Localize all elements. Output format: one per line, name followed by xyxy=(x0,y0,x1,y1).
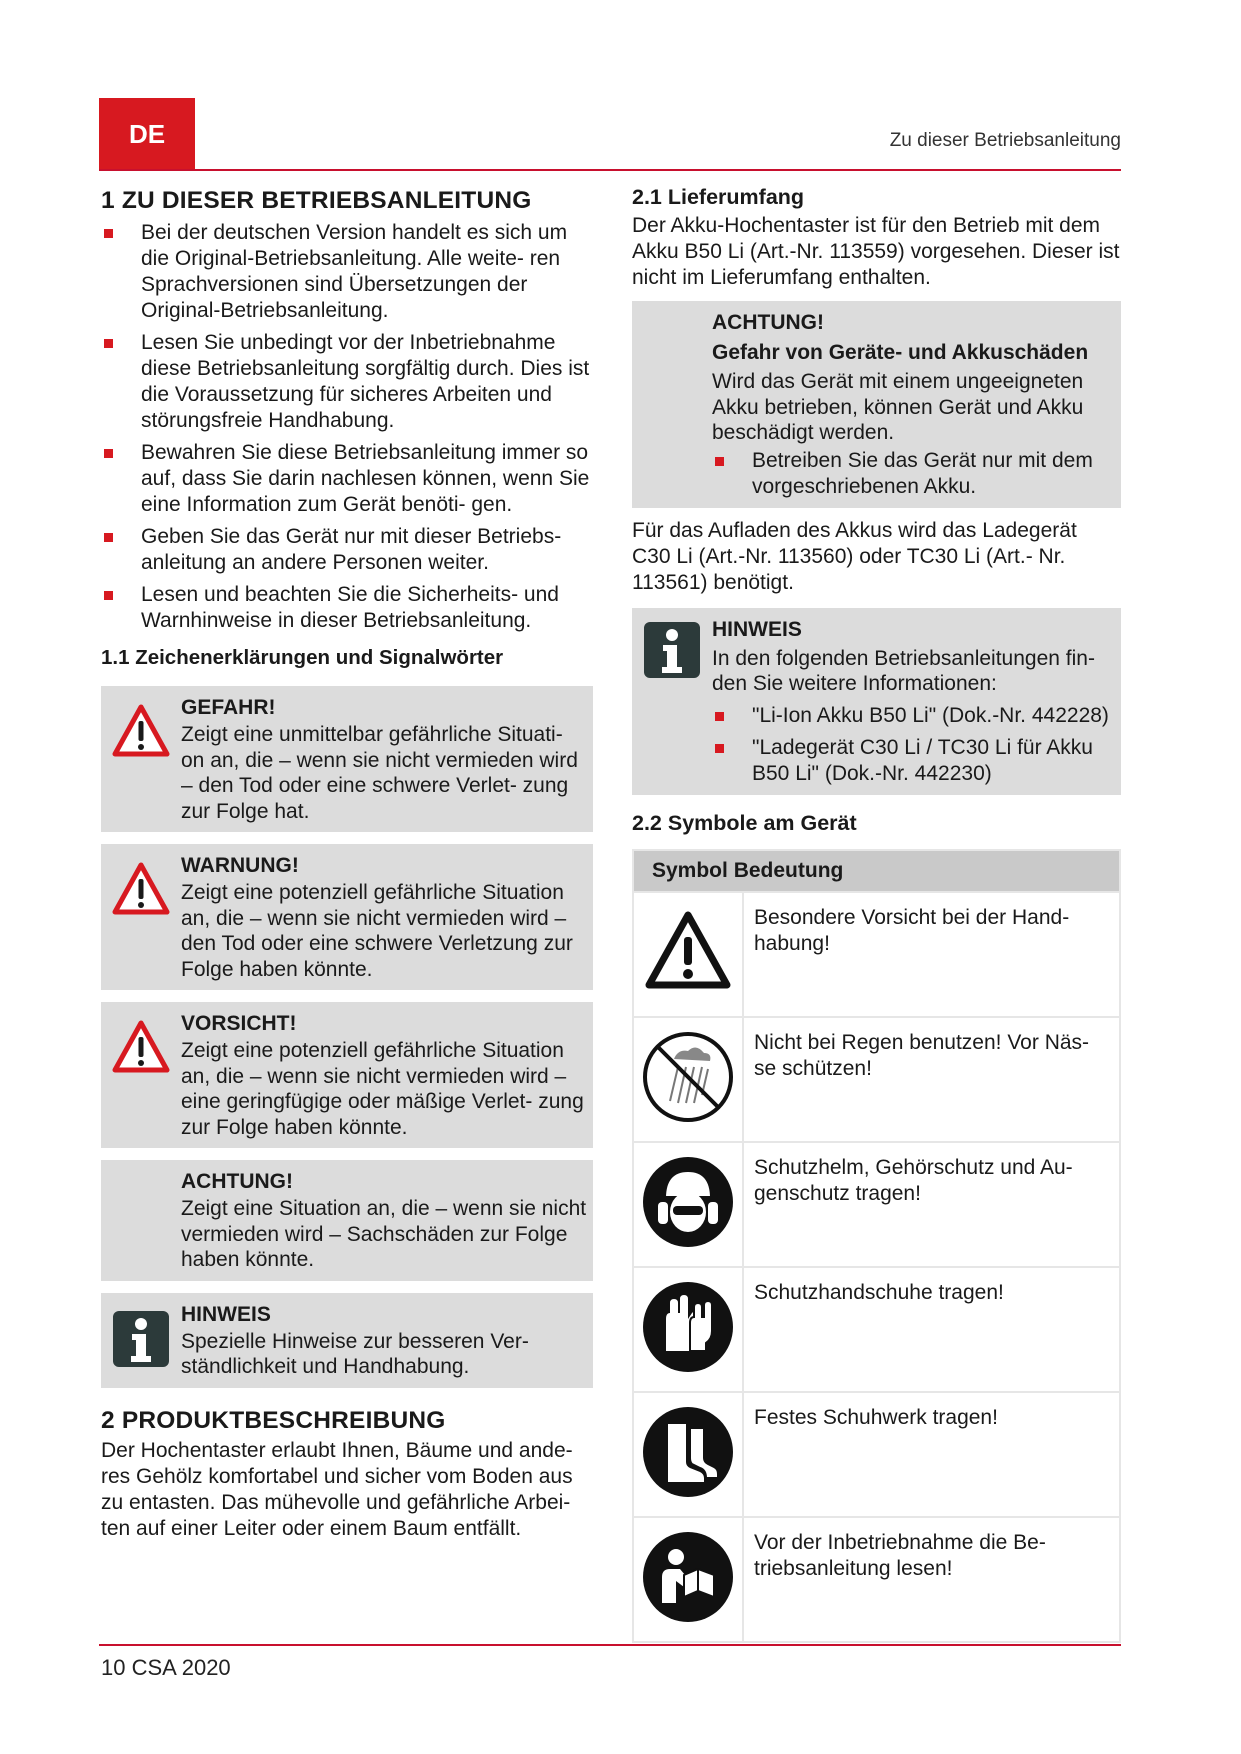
footer-rule xyxy=(99,1644,1121,1646)
notice-text: Zeigt eine potenziell gefährliche Situation an, die – wenn sie nicht vermieden wird – den Tod oder eine schwere Verletzung zur Folge haben könnte. xyxy=(181,881,573,981)
list-item: Bei der deutschen Version handelt es sich um die Original-Betriebsanleitung. Alle weite- ren Sprachversionen sind Übersetzungen der Original-Betriebsanleitung. xyxy=(101,220,593,324)
section-2-heading: 2 PRODUKTBESCHREIBUNG xyxy=(101,1406,446,1434)
table-row xyxy=(633,1517,1120,1642)
bullet-square-icon xyxy=(715,744,724,753)
gloves-icon xyxy=(640,1279,736,1375)
bullet-square-icon xyxy=(104,229,113,238)
header-rule xyxy=(99,169,1121,171)
danger-notice xyxy=(101,686,593,832)
notice-text: In den folgenden Betriebsanleitungen fin- den Sie weitere Informationen: xyxy=(712,646,1095,695)
helmet-ear-eye-protection-icon xyxy=(640,1154,736,1250)
bullet-square-icon xyxy=(104,449,113,458)
caution-notice xyxy=(101,1002,593,1148)
section-2-2-heading: 2.2 Symbole am Gerät xyxy=(632,810,857,835)
table-row xyxy=(633,1142,1120,1267)
section-1-bullets xyxy=(101,220,593,634)
list-item: Geben Sie das Gerät nur mit dieser Betriebs- anleitung an andere Personen weiter. xyxy=(101,524,593,576)
list-item: Lesen und beachten Sie die Sicherheits- und Warnhinweise in dieser Betriebsanleitung. xyxy=(101,582,593,634)
notice-subtitle: Gefahr von Geräte- und Akkuschäden xyxy=(712,341,1089,364)
table-row xyxy=(633,1017,1120,1142)
warning-triangle-icon xyxy=(111,1018,171,1078)
notice-title: ACHTUNG! xyxy=(712,311,824,334)
right-column xyxy=(632,183,1121,1643)
read-manual-icon xyxy=(640,1529,736,1625)
notice-bullets xyxy=(712,448,1117,500)
bullet-square-icon xyxy=(715,712,724,721)
notice-title: GEFAHR! xyxy=(181,696,276,719)
table-row xyxy=(633,1267,1120,1392)
row-text: Vor der Inbetriebnahme die Be- triebsanleitung lesen! xyxy=(743,1517,1120,1642)
info-icon xyxy=(111,1309,171,1369)
section-2-1-text-2: Für das Aufladen des Akkus wird das Ladegerät C30 Li (Art.-Nr. 113560) oder TC30 Li (Art.- Nr. 113561) benötigt. xyxy=(632,518,1077,594)
notice-text: Zeigt eine Situation an, die – wenn sie nicht vermieden wird – Sachschäden zur Folge haben könnte. xyxy=(181,1197,587,1271)
list-item: Bewahren Sie diese Betriebsanleitung immer so auf, dass Sie darin nachlesen können, wenn Sie eine Information zum Gerät benöti- gen. xyxy=(101,440,593,518)
section-1-1-heading: 1.1 Zeichenerklärungen und Signalwörter xyxy=(101,646,504,669)
running-header: Zu dieser Betriebsanleitung xyxy=(889,130,1121,151)
notice-text: Zeigt eine potenziell gefährliche Situation an, die – wenn sie nicht vermieden wird – eine geringfügige oder mäßige Verlet- zung zur Folge haben könnte. xyxy=(181,1039,584,1139)
header-meaning: Bedeutung xyxy=(733,858,844,882)
notice-title: HINWEIS xyxy=(181,1302,271,1326)
page-footer: 10 CSA 2020 xyxy=(101,1655,231,1680)
warning-notice xyxy=(101,844,593,990)
no-rain-icon xyxy=(640,1029,736,1125)
attention-notice xyxy=(632,301,1121,508)
section-2-1-heading: 2.1 Lieferumfang xyxy=(632,185,805,209)
warning-triangle-icon xyxy=(111,702,171,762)
info-icon xyxy=(642,620,702,680)
section-2-1-text: Der Akku-Hochentaster ist für den Betrieb mit dem Akku B50 Li (Art.-Nr. 113559) vorgesehen. Dieser ist nicht im Lieferumfang enthalten. xyxy=(632,214,1120,289)
row-text: Schutzhelm, Gehörschutz und Au- genschutz tragen! xyxy=(743,1142,1120,1267)
header-symbol: Symbol xyxy=(652,858,728,882)
notice-title: HINWEIS xyxy=(712,617,802,641)
bullet-square-icon xyxy=(715,457,724,466)
list-item: Betreiben Sie das Gerät nur mit dem vorgeschriebenen Akku. xyxy=(712,448,1117,500)
caution-triangle-icon xyxy=(643,907,733,997)
symbols-table xyxy=(632,849,1121,1643)
bullet-square-icon xyxy=(104,339,113,348)
notice-title: VORSICHT! xyxy=(181,1012,297,1035)
row-text: Besondere Vorsicht bei der Hand- habung! xyxy=(743,892,1120,1017)
row-text: Festes Schuhwerk tragen! xyxy=(743,1392,1120,1517)
hint-notice xyxy=(101,1293,593,1388)
hint-notice xyxy=(632,608,1121,795)
section-2-text: Der Hochentaster erlaubt Ihnen, Bäume und ande- res Gehölz komfortabel und sicher vom Boden aus zu entasten. Das mühevolle und gefährliche Arbei- ten auf einer Leiter oder einem Baum entfällt. xyxy=(101,1438,573,1540)
notice-bullets xyxy=(712,703,1117,787)
table-header xyxy=(633,850,1120,892)
language-tab: DE xyxy=(99,98,195,170)
bullet-square-icon xyxy=(104,533,113,542)
attention-notice xyxy=(101,1160,593,1281)
row-text: Schutzhandschuhe tragen! xyxy=(743,1267,1120,1392)
safety-boots-icon xyxy=(640,1404,736,1500)
notice-title: ACHTUNG! xyxy=(181,1170,293,1193)
list-item: Lesen Sie unbedingt vor der Inbetriebnahme diese Betriebsanleitung sorgfältig durch. Dies ist die Voraussetzung für sicheres Arbeiten und störungsfreie Handhabung. xyxy=(101,330,593,434)
list-item: "Li-Ion Akku B50 Li" (Dok.-Nr. 442228) xyxy=(712,703,1117,729)
bullet-square-icon xyxy=(104,591,113,600)
notice-title: WARNUNG! xyxy=(181,854,299,877)
notice-text: Spezielle Hinweise zur besseren Ver- ständlichkeit und Handhabung. xyxy=(181,1329,529,1378)
table-row xyxy=(633,892,1120,1017)
table-row xyxy=(633,1392,1120,1517)
notice-text: Zeigt eine unmittelbar gefährliche Situati- on an, die – wenn sie nicht vermieden wird – den Tod oder eine schwere Verlet- zung zur Folge hat. xyxy=(181,723,578,823)
warning-triangle-icon xyxy=(111,860,171,920)
section-1-heading: 1 ZU DIESER BETRIEBSANLEITUNG xyxy=(101,187,532,214)
row-text: Nicht bei Regen benutzen! Vor Näs- se schützen! xyxy=(743,1017,1120,1142)
list-item: "Ladegerät C30 Li / TC30 Li für Akku B50 Li" (Dok.-Nr. 442230) xyxy=(712,735,1117,787)
notice-text: Wird das Gerät mit einem ungeeigneten Akku betrieben, können Gerät und Akku beschädigt werden. xyxy=(712,370,1084,444)
left-column xyxy=(101,186,593,1542)
